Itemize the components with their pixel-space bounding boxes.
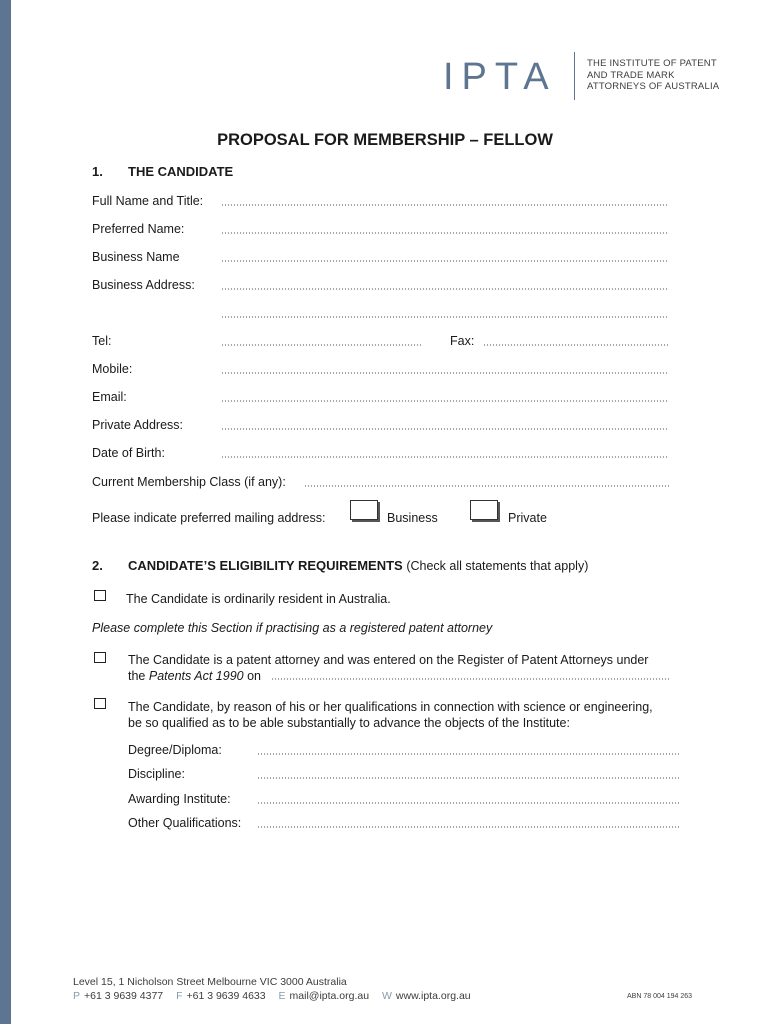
footer-web[interactable]: www.ipta.org.au — [395, 990, 471, 1002]
mailing-private-label: Private — [508, 511, 547, 525]
footer-fax-key: F — [176, 990, 183, 1002]
email-field[interactable] — [221, 400, 669, 402]
mobile-label: Mobile: — [92, 362, 133, 376]
awarding-institute-field[interactable] — [257, 802, 679, 804]
section2-note: (Check all statements that apply) — [406, 559, 589, 573]
patent-the: the — [128, 669, 146, 683]
footer-email[interactable]: mail@ipta.org.au — [289, 990, 370, 1002]
section1-title: THE CANDIDATE — [128, 164, 234, 179]
preferred-name-field[interactable] — [221, 232, 669, 234]
other-qualifications-field[interactable] — [257, 826, 679, 828]
footer-phone: +61 3 9639 4377 — [84, 990, 164, 1002]
footer-phone-key: P — [73, 990, 81, 1002]
resident-statement: The Candidate is ordinarily resident in Australia. — [126, 592, 391, 606]
discipline-label: Discipline: — [128, 767, 185, 781]
qualifications-line1: The Candidate, by reason of his or her qualifications in connection with science or engineering, — [128, 700, 653, 714]
footer-address: Level 15, 1 Nicholson Street Melbourne VIC 3000 Australia — [73, 976, 347, 988]
fax-label: Fax: — [450, 334, 475, 348]
patent-attorney-line2 — [128, 668, 683, 684]
business-address-field-line2[interactable] — [221, 316, 669, 318]
institute-name-line1: THE INSTITUTE OF PATENT — [587, 58, 717, 69]
patents-act: Patents Act 1990 — [148, 669, 244, 683]
date-of-birth-label: Date of Birth: — [92, 446, 165, 460]
qualifications-statement — [128, 699, 683, 731]
private-address-label: Private Address: — [92, 418, 184, 432]
section2-number: 2. — [92, 558, 103, 573]
full-name-field[interactable] — [221, 204, 669, 206]
patent-attorney-instruction: Please complete this Section if practising as a registered patent attorney — [92, 621, 493, 635]
current-class-label: Current Membership Class (if any): — [92, 475, 286, 489]
private-address-field[interactable] — [221, 428, 669, 430]
discipline-field[interactable] — [257, 777, 679, 779]
footer-fax: +61 3 9639 4633 — [186, 990, 266, 1002]
logo-mark: IPTA — [443, 56, 557, 98]
institute-name-line2: AND TRADE MARK — [587, 69, 675, 81]
business-name-field[interactable] — [221, 260, 669, 262]
business-name-label: Business Name — [92, 250, 180, 264]
degree-field[interactable] — [257, 753, 679, 755]
logo-divider — [574, 52, 575, 100]
patent-on: on — [247, 669, 262, 683]
footer-abn: ABN 78 004 194 263 — [627, 993, 692, 1000]
mailing-prompt: Please indicate preferred mailing address: — [92, 511, 326, 525]
institute-name — [587, 58, 719, 93]
page-title: PROPOSAL FOR MEMBERSHIP – FELLOW — [217, 131, 553, 149]
patent-attorney-checkbox[interactable] — [94, 652, 106, 663]
patent-register-date-field[interactable] — [271, 678, 669, 680]
tel-label: Tel: — [92, 334, 112, 348]
qualifications-checkbox[interactable] — [94, 698, 106, 709]
mailing-private-checkbox[interactable] — [470, 500, 498, 520]
institute-name-line3: ATTORNEYS OF AUSTRALIA — [587, 81, 720, 92]
business-address-label: Business Address: — [92, 278, 195, 292]
tel-field[interactable] — [221, 344, 421, 346]
footer-contact — [73, 990, 481, 1002]
other-qualifications-label: Other Qualifications: — [128, 816, 242, 830]
side-accent-bar — [0, 0, 11, 1024]
email-label: Email: — [92, 390, 127, 404]
degree-label: Degree/Diploma: — [128, 743, 222, 757]
section2-title: CANDIDATE’S ELIGIBILITY REQUIREMENTS — [128, 558, 403, 573]
mailing-business-checkbox[interactable] — [350, 500, 378, 520]
qualifications-line2: be so qualified as to be able substantially to advance the objects of the Institute: — [128, 716, 570, 730]
full-name-label: Full Name and Title: — [92, 194, 204, 208]
section2-title-wrap — [128, 558, 588, 573]
current-class-field[interactable] — [304, 485, 669, 487]
business-address-field-line1[interactable] — [221, 288, 669, 290]
mailing-business-label: Business — [387, 511, 438, 525]
fax-field[interactable] — [483, 344, 669, 346]
section1-number: 1. — [92, 164, 103, 179]
awarding-institute-label: Awarding Institute: — [128, 792, 231, 806]
preferred-name-label: Preferred Name: — [92, 222, 185, 236]
footer-web-key: W — [382, 990, 392, 1002]
footer-email-key: E — [278, 990, 286, 1002]
mobile-field[interactable] — [221, 372, 669, 374]
date-of-birth-field[interactable] — [221, 456, 669, 458]
resident-checkbox[interactable] — [94, 590, 106, 601]
patent-attorney-line1: The Candidate is a patent attorney and was entered on the Register of Patent Attorneys under — [128, 653, 649, 667]
